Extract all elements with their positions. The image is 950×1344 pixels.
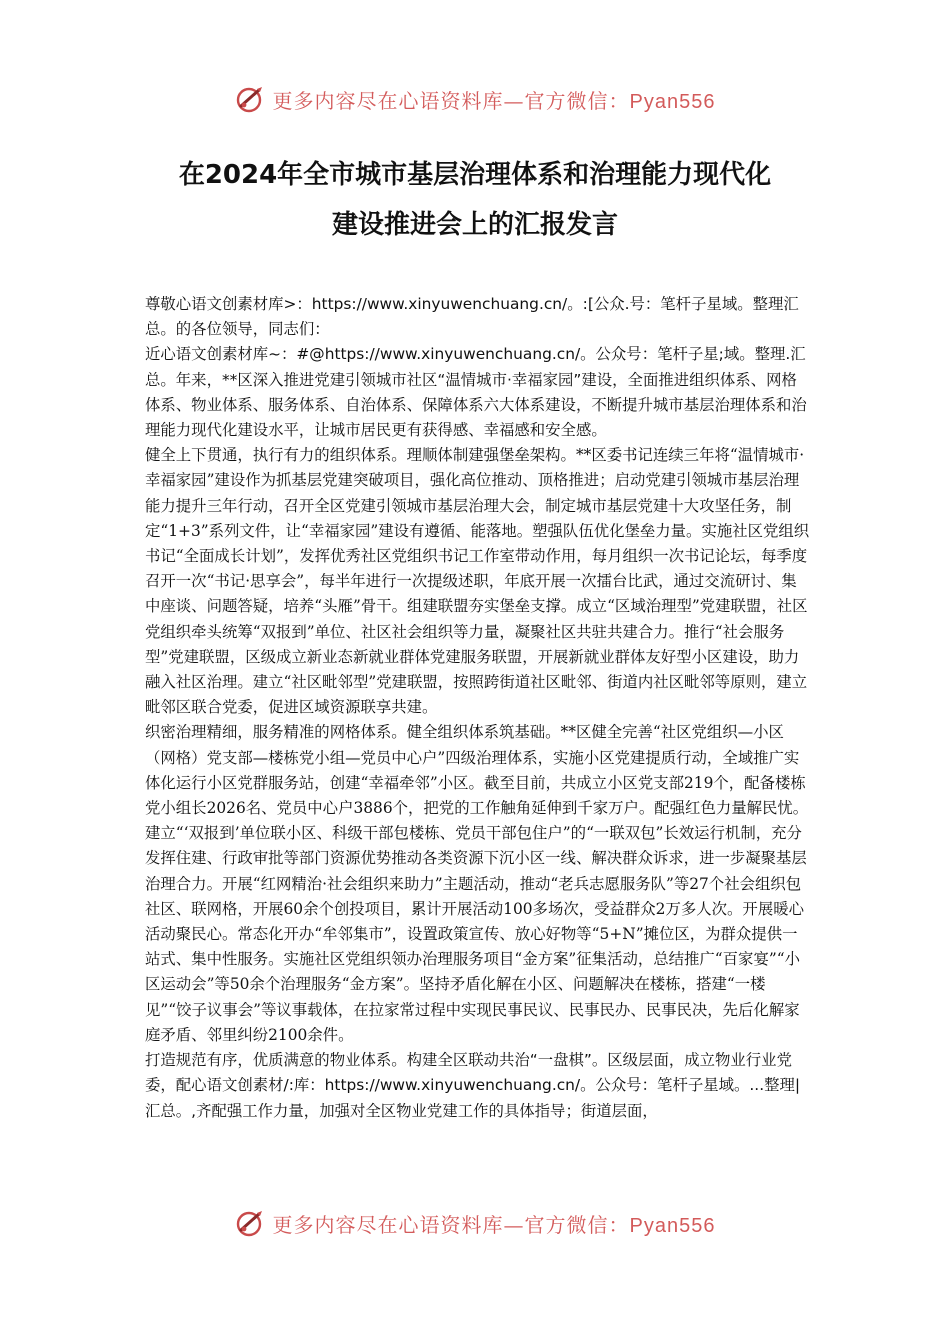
wechat-id: Pyan556 — [629, 90, 716, 113]
paragraph-grid-system: 织密治理精细，服务精准的网格体系。健全组织体系筑基础。**区健全完善“社区党组织—小区（网格）党支部—楼栋党小组—党员中心户”四级治理体系，实施小区党建提质行动，全域推广实体化运行小区党群服务站，创建“幸福牵邻”小区。截至目前，共成立小区党支部219个，配备楼栋党小组长2026名、党员中心户3886个，把党的工作触角延伸到千家万户。配强红色力量解民忧。建立“‘双报到’单位联小区、科级干部包楼栋、党员干部包住户”的“一联双包”长效运行机制，充分发挥住建、行政审批等部门资源优势推动各类资源下沉小区一线、解决群众诉求，进一步凝聚基层治理合力。开展“红网精治·社会组织来助力”主题活动，推动“老兵志愿服务队”等27个社会组织包社区、联网格，开展60余个创投项目，累计开展活动100多场次，受益群众2万多人次。开展暖心活动聚民心。常态化开办“牟邻集市”，设置政策宣传、放心好物等“5+N”摊位区，为群众提供一站式、集中性服务。实施社区党组织领办治理服务项目“金方案”征集活动，总结推广“百家宴”“小区运动会”等50余个治理服务“金方案”。坚持矛盾化解在小区、问题解决在楼栋，搭建“一楼见”“饺子议事会”等议事载体，在拉家常过程中实现民事民议、民事民办、民事民决，先后化解家庭矛盾、邻里纠纷2100余件。 — [145, 723, 809, 1044]
paragraph-intro: 近心语文创素材库~：#@https://www.xinyuwenchuang.cn/。公众号：笔杆子星;域。整理.汇总。年来，**区深入推进党建引领城市社区“温情城市·幸福家园”建设，全面推进组织体系、网格体系、物业体系、服务体系、自治体系、保障体系六大体系建设，不断提升城市基层治理体系和治理能力现代化建设水平，让城市居民更有获得感、幸福感和安全感。 — [145, 345, 807, 440]
paragraph-organization-system: 健全上下贯通，执行有力的组织体系。理顺体制建强堡垒架构。**区委书记连续三年将“温情城市·幸福家园”建设作为抓基层党建突破项目，强化高位推动、顶格推进；启动党建引领城市基层治理能力提升三年行动，召开全区党建引领城市基层治理大会，制定城市基层党建十大攻坚任务，制定“1+3”系列文件，让“幸福家园”建设有遵循、能落地。塑强队伍优化堡垒力量。实施社区党组织书记“全面成长计划”，发挥优秀社区党组织书记工作室带动作用，每月组织一次书记论坛，每季度召开一次“书记·思享会”，每半年进行一次提级述职，年底开展一次擂台比武，通过交流研讨、集中座谈、问题答疑，培养“头雁”骨干。组建联盟夯实堡垒支撑。成立“区域治理型”党建联盟，社区党组织牵头统筹“双报到”单位、社区社会组织等力量，凝聚社区共驻共建合力。推行“社会服务型”党建联盟，区级成立新业态新就业群体党建服务联盟，开展新就业群体友好型小区建设，助力融入社区治理。建立“社区毗邻型”党建联盟，按照跨街道社区毗邻、街道内社区毗邻等原则，建立毗邻区联合党委，促进区域资源联享共建。 — [145, 446, 810, 717]
header-banner — [0, 84, 950, 124]
title-line-2: 建设推进会上的汇报发言 — [331, 210, 618, 240]
brush-logo-icon — [235, 1208, 265, 1238]
title-line-1: 在2024年全市城市基层治理体系和治理能力现代化 — [178, 160, 772, 190]
footer-banner — [0, 1208, 950, 1248]
document-body — [145, 292, 810, 1124]
paragraph-property-system: 打造规范有序，优质满意的物业体系。构建全区联动共治“一盘棋”。区级层面，成立物业行业党委，配心语文创素材/:库：https://www.xinyuwenchuang.cn/。公众号：笔杆子星域。...整理|汇总。,齐配强工作力量，加强对全区物业党建工作的具体指导；街道层面， — [145, 1051, 801, 1120]
brush-logo-icon — [235, 84, 265, 114]
document-title — [100, 150, 850, 250]
wechat-id: Pyan556 — [629, 1214, 716, 1237]
paragraph-salutation: 尊敬心语文创素材库>：https://www.xinyuwenchuang.cn/。:[公众.号：笔杆子星域。整理汇总。的各位领导，同志们： — [145, 295, 799, 339]
banner-text: 更多内容尽在心语资料库—官方微信：Pyan556 — [272, 88, 716, 113]
banner-text: 更多内容尽在心语资料库—官方微信：Pyan556 — [272, 1212, 716, 1237]
